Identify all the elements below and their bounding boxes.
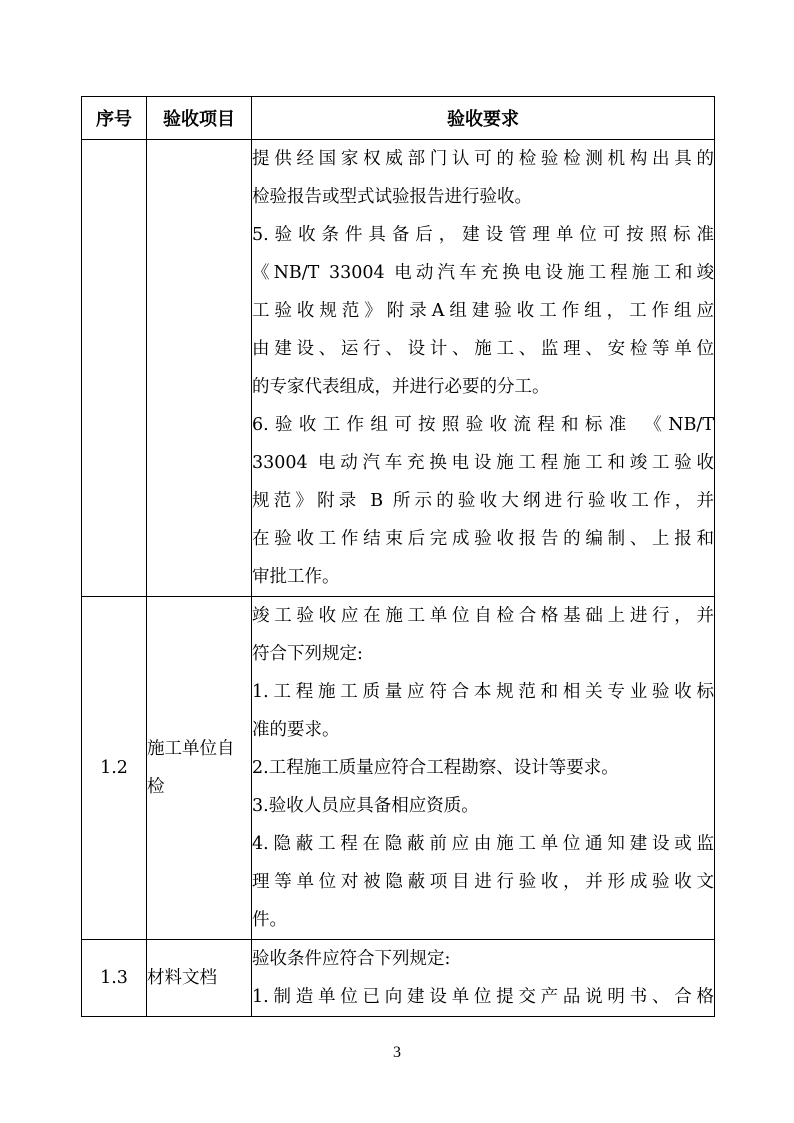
requirement-text-line: 的专家代表组成，并进行必要的分工。 [252,377,550,397]
requirement-text-line: 理等单位对被隐蔽项目进行验收，并形成验收文 [252,872,714,892]
requirement-text-line: 由建设、运行、设计、施工、监理、安检等单位 [252,339,714,359]
requirement-text-line: 竣工验收应在施工单位自检合格基础上进行，并 [252,606,714,626]
row-acceptance-requirement [252,940,715,1017]
requirement-text-line: 规范》附录 B 所示的验收大纲进行验收工作，并 [252,491,714,511]
row-serial-number [82,140,147,597]
header-serial-number: 序号 [82,97,147,140]
requirement-text-line: 《NB/T 33004 电动汽车充换电设施工程施工和竣 [252,263,714,283]
requirement-text-line: 工验收规范》附录A组建验收工作组，工作组应 [252,301,714,321]
requirement-text-line: 验收条件应符合下列规定: [252,949,451,969]
header-acceptance-item: 验收项目 [147,97,252,140]
table-row [82,140,715,597]
header-acceptance-requirement: 验收要求 [252,97,715,140]
requirement-text-line: 审批工作。 [252,567,340,587]
requirement-text-line: 2.工程施工质量应符合工程勘察、设计等要求。 [252,758,619,778]
row-acceptance-requirement [252,140,715,597]
page-number: 3 [393,1044,401,1061]
requirement-text-line: 1.制造单位已向建设单位提交产品说明书、合格 [252,987,714,1007]
table-row [82,597,715,940]
requirement-text-line: 5.验收条件具备后，建设管理单位可按照标准 [252,225,714,245]
requirement-text-line: 符合下列规定: [252,644,363,664]
row-acceptance-requirement [252,597,715,940]
row-acceptance-item: 施工单位自检 [147,597,252,940]
requirement-text-line: 提供经国家权威部门认可的检验检测机构出具的 [252,149,714,169]
row-acceptance-item [147,140,252,597]
row-acceptance-item: 材料文档 [147,940,252,1017]
row-serial-number: 1.2 [82,597,147,940]
requirement-text-line: 4.隐蔽工程在隐蔽前应由施工单位通知建设或监 [252,834,714,854]
requirement-text-line: 件。 [252,910,287,930]
requirement-text-line: 准的要求。 [252,720,340,740]
table-row [82,940,715,1017]
requirement-text-line: 6.验收工作组可按照验收流程和标准 《NB/T [252,415,714,435]
row-serial-number: 1.3 [82,940,147,1017]
table-header-row [82,97,715,140]
requirement-text-line: 在验收工作结束后完成验收报告的编制、上报和 [252,529,714,549]
requirement-text-line: 1.工程施工质量应符合本规范和相关专业验收标 [252,682,714,702]
requirement-text-line: 3.验收人员应具备相应资质。 [252,796,479,816]
acceptance-requirements-table [81,96,715,1017]
requirement-text-line: 33004 电动汽车充换电设施工程施工和竣工验收 [252,453,714,473]
requirement-text-line: 检验报告或型式试验报告进行验收。 [252,187,532,207]
